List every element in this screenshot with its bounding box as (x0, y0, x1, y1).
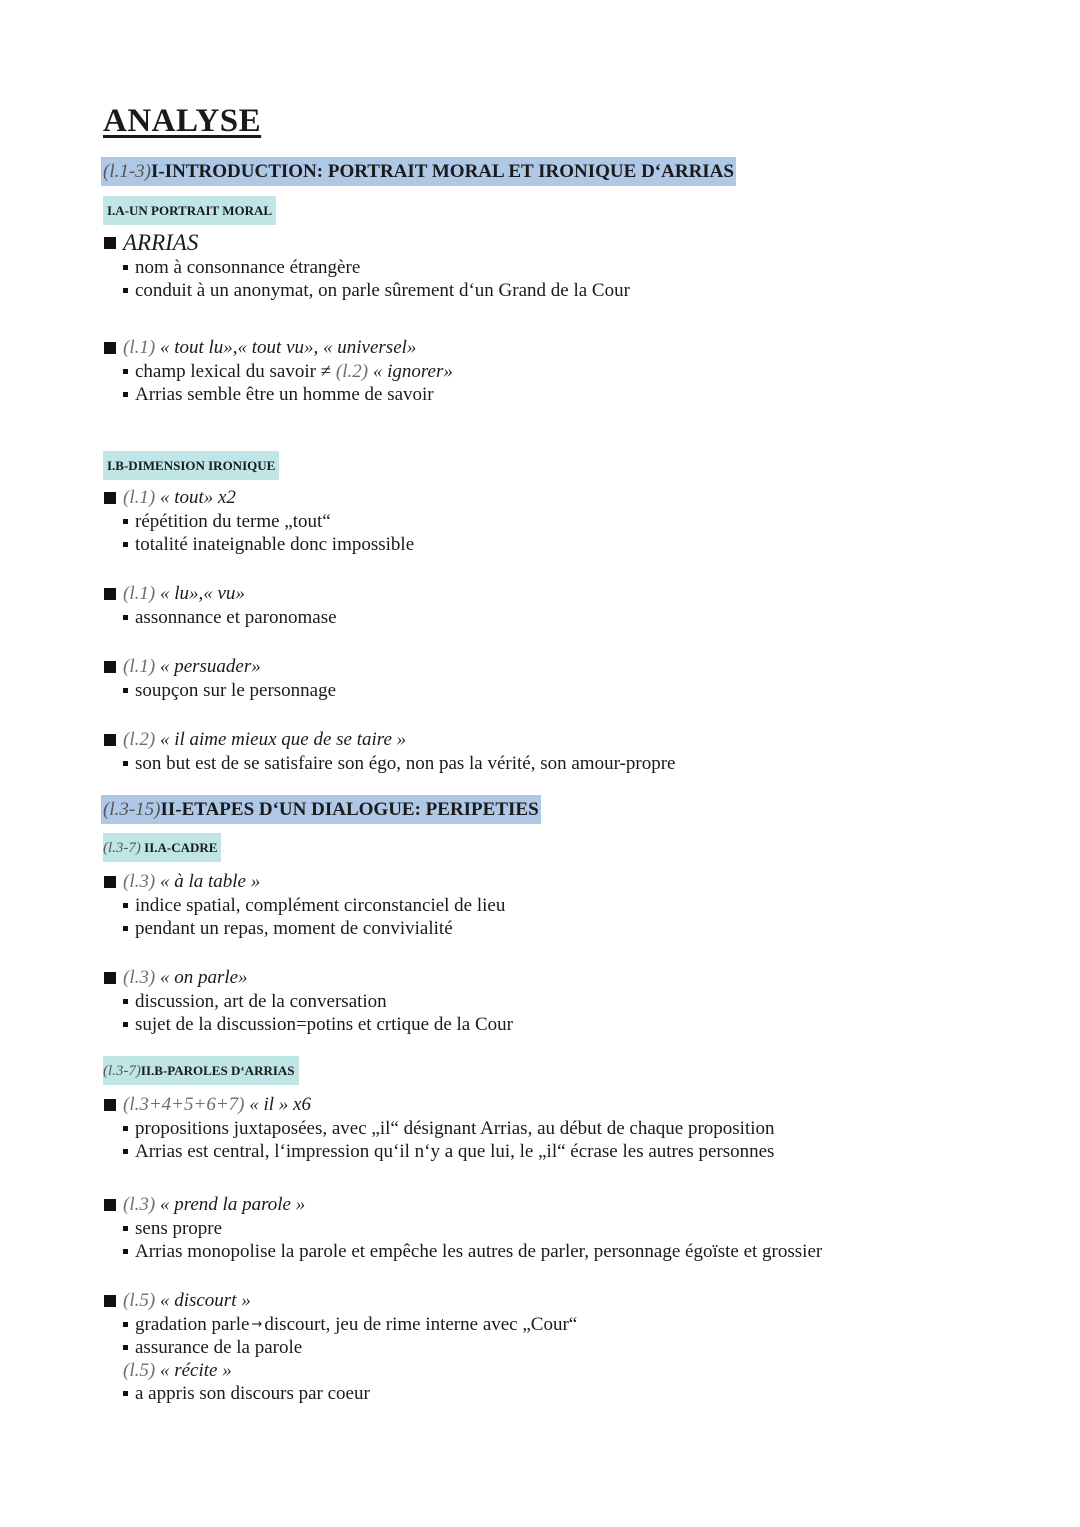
small-square-bullet-icon (123, 1226, 128, 1231)
quote: « prend la parole » (155, 1194, 306, 1215)
bullet-point (104, 655, 261, 679)
sub-bullet (123, 990, 387, 1013)
small-square-bullet-icon (123, 688, 128, 693)
line-reference: (l.2) (123, 729, 156, 750)
sub-bullet (123, 1382, 370, 1405)
line-reference: (l.1-3) (103, 161, 152, 182)
line-reference: (l.3-7) (103, 840, 141, 856)
quote: « il aime mieux que de se taire » (155, 729, 407, 750)
sub-bullet-text: sujet de la discussion=potins et crtique de la Cour (135, 1014, 513, 1035)
quote: « tout» x2 (155, 487, 236, 508)
sub-bullet (123, 1313, 577, 1336)
sub-bullet-text: pendant un repas, moment de convivialité (135, 918, 453, 939)
sub-bullet (123, 752, 675, 775)
bullet-point (104, 728, 406, 752)
square-bullet-icon (104, 237, 116, 249)
sub-bullet (123, 533, 414, 556)
sub-bullet-text: assonnance et paronomase (135, 607, 337, 628)
small-square-bullet-icon (123, 265, 128, 270)
line-reference: (l.3+4+5+6+7) (123, 1094, 245, 1115)
small-square-bullet-icon (123, 1149, 128, 1154)
small-square-bullet-icon (123, 926, 128, 931)
sub-bullet-text: assurance de la parole (135, 1337, 303, 1358)
square-bullet-icon (104, 588, 116, 600)
sub-bullet (123, 1217, 222, 1240)
quote: « on parle» (155, 967, 248, 988)
quote: « lu»,« vu» (155, 583, 245, 604)
subsection-heading-iia (103, 833, 221, 862)
sub-bullet-text: propositions juxtaposées, avec „il“ désignant Arrias, au début de chaque proposition (135, 1118, 775, 1139)
sub-bullet-text: son but est de se satisfaire son égo, non pas la vérité, son amour-propre (135, 753, 676, 774)
sub-bullet (123, 917, 453, 940)
square-bullet-icon (104, 1199, 116, 1211)
small-square-bullet-icon (123, 1126, 128, 1131)
quote: « tout lu»,« tout vu», « universel» (155, 337, 417, 358)
square-bullet-icon (104, 876, 116, 888)
line-reference: (l.5) (123, 1290, 156, 1311)
square-bullet-icon (104, 661, 116, 673)
sub-bullet-text: champ lexical du savoir ≠ (135, 361, 336, 382)
small-square-bullet-icon (123, 1249, 128, 1254)
sub-bullet (123, 1336, 302, 1359)
quote: « ignorer» (368, 361, 453, 382)
small-square-bullet-icon (123, 615, 128, 620)
small-square-bullet-icon (123, 1022, 128, 1027)
bullet-point (104, 966, 248, 990)
sub-bullet-text: Arrias semble être un homme de savoir (135, 384, 434, 405)
sub-bullet (123, 1013, 513, 1036)
sub-bullet (123, 894, 505, 917)
bullet-point (104, 336, 416, 360)
square-bullet-icon (104, 1099, 116, 1111)
reference-line (123, 1359, 232, 1382)
square-bullet-icon (104, 1295, 116, 1307)
line-reference: (l.1) (123, 337, 156, 358)
sub-bullet-text: répétition du terme „tout“ (135, 511, 331, 532)
sub-bullet (123, 383, 434, 406)
sub-bullet (123, 279, 630, 302)
line-reference: (l.1) (123, 656, 156, 677)
sub-bullet-text: indice spatial, complément circonstanciel de lieu (135, 895, 506, 916)
quote: « discourt » (155, 1290, 251, 1311)
small-square-bullet-icon (123, 1345, 128, 1350)
sub-bullet (123, 679, 336, 702)
line-reference: (l.5) (123, 1360, 156, 1381)
small-square-bullet-icon (123, 999, 128, 1004)
sub-bullet (123, 1140, 774, 1163)
subsection-heading-ib: I.B-DIMENSION IRONIQUE (103, 451, 279, 480)
bullet-point (104, 870, 260, 894)
sub-bullet-text: sens propre (135, 1218, 223, 1239)
quote: « il » x6 (244, 1094, 311, 1115)
page-title: ANALYSE (103, 103, 262, 139)
square-bullet-icon (104, 342, 116, 354)
sub-bullet-text: nom à consonnance étrangère (135, 257, 361, 278)
subsection-heading-ia: I.A-UN PORTRAIT MORAL (103, 196, 276, 225)
small-square-bullet-icon (123, 542, 128, 547)
sub-bullet-text: Arrias est central, l‘impression qu‘il n‘y a que lui, le „il“ écrase les autres personnes (135, 1141, 775, 1162)
sub-bullet (123, 606, 337, 629)
square-bullet-icon (104, 972, 116, 984)
right-arrow-icon: → (251, 1317, 263, 1332)
section-heading-2 (101, 795, 541, 824)
small-square-bullet-icon (123, 1391, 128, 1396)
sub-bullet-text: totalité inateignable donc impossible (135, 534, 415, 555)
heading-text: II.B-PAROLES D‘ARRIAS (140, 1063, 295, 1078)
small-square-bullet-icon (123, 288, 128, 293)
line-reference: (l.2) (335, 361, 369, 382)
sub-bullet-text: gradation parle (135, 1314, 250, 1335)
sub-bullet (123, 1240, 822, 1263)
point-label: ARRIAS (123, 230, 199, 255)
sub-bullet (123, 256, 360, 279)
small-square-bullet-icon (123, 519, 128, 524)
bullet-point (104, 231, 198, 255)
sub-bullet (123, 1117, 775, 1140)
heading-text: I-INTRODUCTION: PORTRAIT MORAL ET IRONIQUE D‘ARRIAS (151, 161, 734, 182)
bullet-point (104, 1289, 251, 1313)
heading-text: II-ETAPES D‘UN DIALOGUE: PERIPETIES (160, 799, 539, 820)
line-reference: (l.3) (123, 967, 156, 988)
line-reference: (l.1) (123, 583, 156, 604)
line-reference: (l.3) (123, 871, 156, 892)
quote: « persuader» (155, 656, 261, 677)
small-square-bullet-icon (123, 392, 128, 397)
sub-bullet-text: a appris son discours par coeur (135, 1383, 370, 1404)
small-square-bullet-icon (123, 903, 128, 908)
small-square-bullet-icon (123, 369, 128, 374)
sub-bullet-text: discourt, jeu de rime interne avec „Cour“ (264, 1314, 578, 1335)
square-bullet-icon (104, 492, 116, 504)
quote: « à la table » (155, 871, 261, 892)
section-heading-1 (101, 157, 736, 186)
subsection-heading-iib (103, 1056, 299, 1085)
line-reference: (l.3-7) (103, 1063, 141, 1079)
sub-bullet-text: soupçon sur le personnage (135, 680, 337, 701)
bullet-point (104, 1193, 305, 1217)
bullet-point (104, 582, 245, 606)
sub-bullet-text: discussion, art de la conversation (135, 991, 387, 1012)
sub-bullet-text: conduit à un anonymat, on parle sûrement d‘un Grand de la Cour (135, 280, 630, 301)
bullet-point (104, 486, 236, 510)
heading-text: II.A-CADRE (140, 840, 218, 855)
line-reference: (l.3-15) (103, 799, 161, 820)
square-bullet-icon (104, 734, 116, 746)
small-square-bullet-icon (123, 761, 128, 766)
line-reference: (l.1) (123, 487, 156, 508)
quote: « récite » (155, 1360, 232, 1381)
sub-bullet (123, 360, 453, 383)
bullet-point (104, 1093, 311, 1117)
small-square-bullet-icon (123, 1322, 128, 1327)
line-reference: (l.3) (123, 1194, 156, 1215)
sub-bullet (123, 510, 331, 533)
sub-bullet-text: Arrias monopolise la parole et empêche les autres de parler, personnage égoïste et grossier (135, 1241, 823, 1262)
